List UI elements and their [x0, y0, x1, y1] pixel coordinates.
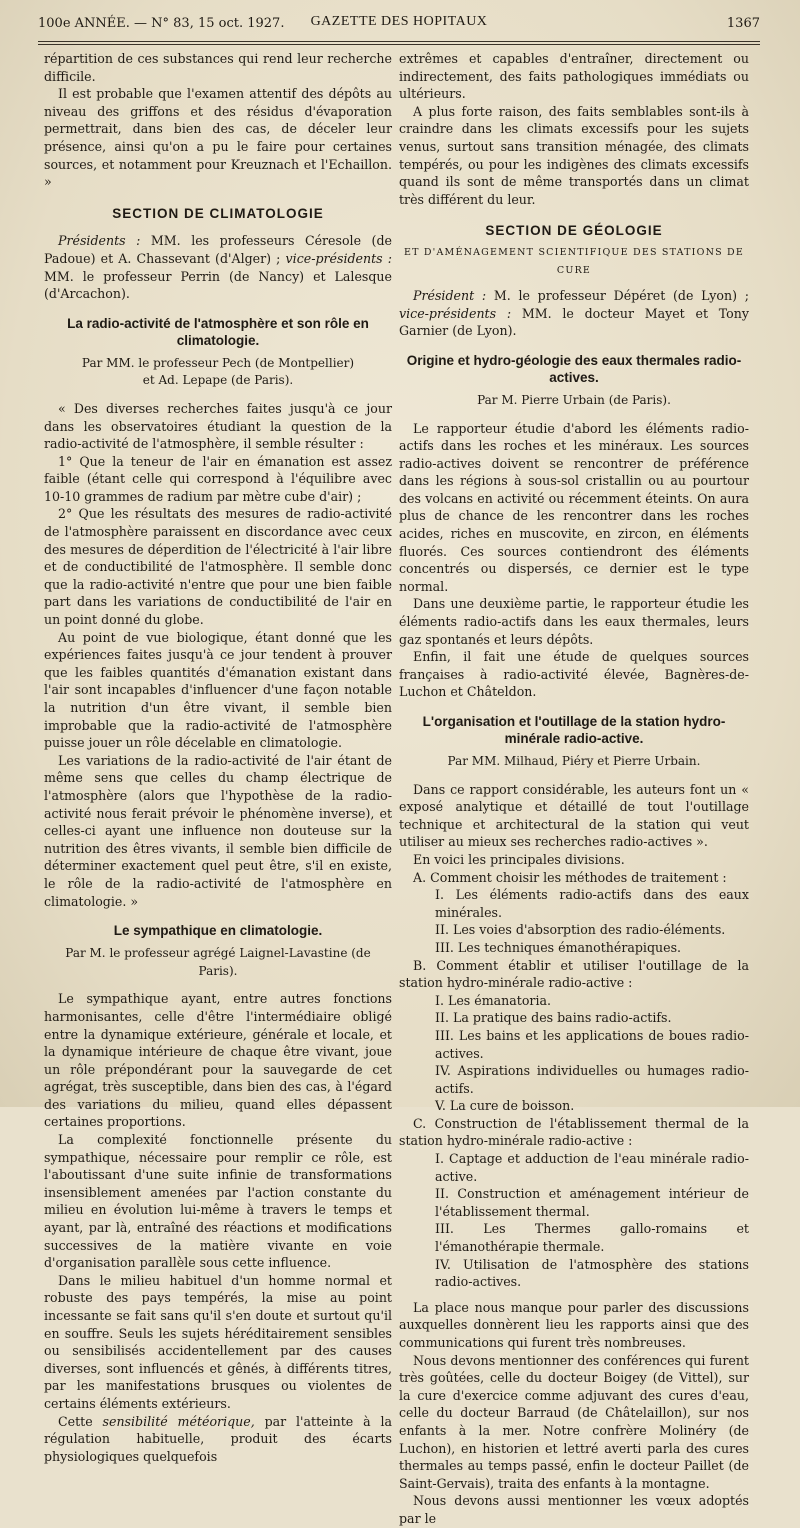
- paragraph: répartition de ces substances qui rend leur recherche difficile.: [44, 51, 392, 84]
- list-item: III. Les bains et les applications de boues radio-actives.: [435, 1027, 749, 1061]
- paragraph: En voici les principales divisions.: [413, 851, 625, 867]
- page-header: [38, 12, 760, 36]
- vice-text: MM. le docteur Mayet et Tony Garnier (de Lyon).: [399, 305, 749, 339]
- paragraph: Les variations de la radio-activité de l'air étant de même sens que celles du champ électrique de l'atmosphère (alors que l'hypothèse de la radio-activité nous ferait prévoir le phénomène inverse), et celles-ci ayant une influence non douteuse sur la nutrition des êtres vivants, il semble bien difficile de déterminer exactement quel peut être, s'il en existe, le rôle de la radio-activité de l'atmosphère en climatologie. »: [44, 752, 392, 909]
- journal-title: GAZETTE DES HOPITAUX: [310, 14, 488, 29]
- paragraph: 2° Que les résultats des mesures de radio-activité de l'atmosphère paraissent en discordance avec ceux des mesures de déperdition de l'électricité à l'air libre et de conductibilité de l'atmosphère. Il semble donc que la radio-activité n'entre que pour une bien faible part dans les variations de conductibilité de l'air en un point donné du globe.: [44, 506, 392, 628]
- vice-label: vice-présidents :: [285, 250, 392, 266]
- header-rule-bottom: [38, 44, 760, 45]
- list-item: III. Les Thermes gallo-romains et l'émanothérapie thermale.: [435, 1221, 749, 1255]
- byline: Par MM. Milhaud, Piéry et Pierre Urbain.: [447, 754, 701, 768]
- presidents: [399, 287, 749, 340]
- list-item: II. Les voies d'absorption des radio-éléments.: [435, 922, 726, 938]
- president-label: Président :: [413, 288, 487, 304]
- list-heading: B. Comment établir et utiliser l'outillage de la station hydro-minérale radio-active :: [399, 957, 749, 991]
- article-title: Le sympathique en climatologie.: [113, 923, 323, 939]
- paragraph: A plus forte raison, des faits semblables sont-ils à craindre dans les climats excessifs pour les sujets venus, surtout sans transition ménagée, des climats tempérés, ou pour les indigènes des climats excessifs quand ils sont de même transportés dans un climat très différent du leur.: [399, 103, 749, 207]
- paragraph: Dans ce rapport considérable, les auteurs font un « exposé analytique et détaillé de tout l'outillage technique et architectural de la station qui veut utiliser au mieux ses recherches radio-actives ».: [399, 781, 749, 850]
- article-title: La radio-activité de l'atmosphère et son rôle en climatologie.: [67, 315, 369, 348]
- article-title: L'organisation et l'outillage de la station hydro-minérale radio-active.: [422, 714, 726, 746]
- paragraph: extrêmes et capables d'entraîner, directement ou indirectement, des faits pathologiques immédiats ou ultérieurs.: [399, 51, 749, 102]
- article-title: Origine et hydro-géologie des eaux thermales radio-actives.: [406, 352, 742, 385]
- section-subtitle: ET D'AMÉNAGEMENT SCIENTIFIQUE DES STATIONS DE CURE: [403, 246, 745, 276]
- header-rule-top: [38, 41, 760, 42]
- list-item: I. Les émanatoria.: [435, 992, 551, 1008]
- byline: Par M. le professeur agrégé Laignel-Lavastine (de Paris).: [65, 946, 371, 978]
- paragraph: Le sympathique ayant, entre autres fonctions harmonisantes, celle d'être l'intermédiaire obligé entre la dynamique extérieure, générale et locale, et la dynamique intérieure de chaque être vivant, joue un rôle prépondérant pour la sauvegarde de cet agrégat, très susceptible, dans bien des cas, à l'égard des variations du milieu, quand elles dépassent certaines proportions.: [44, 991, 392, 1130]
- right-column: [399, 50, 749, 1528]
- paragraph: Au point de vue biologique, étant donné que les expériences faites jusqu'à ce jour tendent à prouver que les faibles quantités d'émanation existant dans l'air sont incapables d'influencer d'une façon notable la nutrition d'un être vivant, il semble bien improbable que la radio-activité de l'atmosphère puisse jouer un rôle décelable en climatologie.: [44, 629, 392, 751]
- paragraph: La complexité fonctionnelle présente du sympathique, nécessaire pour remplir ce rôle, est l'aboutissant d'une suite infinie de transformations insensiblement amenées par l'action constante du milieu en évolution lui-même à travers le temps et ayant, par là, entraîné des réactions et modifications successives de la matière vivante en voie d'organisation parallèle sous cette influence.: [44, 1132, 392, 1271]
- paragraph: La place nous manque pour parler des discussions auxquelles donnèrent lieu les rapports ainsi que des communications qui furent très nombreuses.: [399, 1299, 749, 1350]
- list-heading: A. Comment choisir les méthodes de traitement :: [413, 869, 727, 885]
- list-item: V. La cure de boisson.: [435, 1098, 575, 1114]
- page-number: 1367: [726, 16, 760, 31]
- paragraph-rest: par l'atteinte à la régulation habituelle, produit des écarts physiologiques quelquefois: [44, 1413, 392, 1464]
- byline: Par MM. le professeur Pech (de Montpellier): [81, 355, 355, 370]
- list-item: II. Construction et aménagement intérieur de l'établissement thermal.: [435, 1186, 749, 1219]
- paragraph: Le rapporteur étudie d'abord les éléments radio-actifs dans les roches et les minéraux. Les sources radio-actives doivent se rencontrer de préférence dans les régions à sous-sol cristallin ou au pourtour des volcans en activité ou récemment éteints. On aura plus de chance de les rencontrer dans les roches acides, riches en muscovite, en zircon, en éléments fluorés. Ces sources contiendront des éléments concentrés ou dispersés, ce dernier est le type normal.: [399, 420, 749, 594]
- paragraph: « Des diverses recherches faites jusqu'à ce jour dans les observatoires étudiant la question de la radio-activité de l'atmosphère, il semble résulter :: [44, 400, 392, 452]
- section-title: SECTION DE CLIMATOLOGIE: [112, 205, 324, 221]
- presidents-label: Présidents :: [58, 233, 141, 249]
- paragraph: Nous devons aussi mentionner les vœux adoptés par le: [399, 1493, 749, 1526]
- paragraph: Nous devons mentionner des conférences qui furent très goûtées, celle du docteur Boigey (de Vittel), sur la cure d'exercice comme adjuvant des cures d'eau, celle du docteur Barraud (de Châtelaillon), sur nos enfants à la mer. Notre confrère Molinéry (de Luchon), en historien et lettré averti parla des cures thermales au temps passé, enfin le docteur Paillet (de Saint-Gervais), traita des enfants à la montagne.: [399, 1352, 749, 1491]
- vice-label: vice-présidents :: [399, 305, 512, 321]
- emphasis: sensibilité météorique,: [102, 1413, 255, 1429]
- list-item: I. Les éléments radio-actifs dans des eaux minérales.: [435, 887, 749, 920]
- paragraph: Il est probable que l'examen attentif des dépôts au niveau des griffons et des résidus d'évaporation permettrait, dans bien des cas, de déceler leur présence, ainsi qu'on a pu le faire pour certaines sources, et notamment pour Kreuznach et l'Echaillon. »: [44, 86, 392, 190]
- paragraph: Dans une deuxième partie, le rapporteur étudie les éléments radio-actifs dans les eaux thermales, leurs gaz spontanés et leurs dépôts.: [399, 596, 749, 647]
- paragraph: [44, 1413, 392, 1466]
- paragraph: Dans le milieu habituel d'un homme normal et robuste des pays tempérés, la mise au point incessante se fait sans qu'il s'en doute et surtout qu'il en souffre. Seuls les sujets héréditairement sensibles ou sensibilisés accidentellement par des causes diverses, sont influencés et gênés, à différents titres, par les manifestations brusques ou violentes de certains éléments extérieurs.: [44, 1272, 392, 1411]
- list-item: II. La pratique des bains radio-actifs.: [435, 1010, 672, 1026]
- byline: Par M. Pierre Urbain (de Paris).: [477, 392, 671, 407]
- byline: et Ad. Lepape (de Paris).: [142, 373, 294, 388]
- issue-info: 100e ANNÉE. — N° 83, 15 oct. 1927.: [38, 16, 285, 31]
- paragraph: 1° Que la teneur de l'air en émanation est assez faible (étant celle qui correspond à l'équilibre avec 10-10 grammes de radium par mètre cube d'air) ;: [44, 453, 392, 504]
- president-text: M. le professeur Dépéret (de Lyon) ;: [493, 288, 749, 304]
- paragraph: Enfin, il fait une étude de quelques sources françaises à radio-activité élevée, Bagnères-de-Luchon et Châteldon.: [399, 649, 749, 700]
- spacer: [399, 1291, 749, 1299]
- list-heading: C. Construction de l'établissement thermal de la station hydro-minérale radio-active :: [399, 1115, 749, 1149]
- list-item: IV. Aspirations individuelles ou humages radio-actifs.: [435, 1063, 749, 1096]
- presidents: [44, 232, 392, 302]
- list-item: IV. Utilisation de l'atmosphère des stations radio-actives.: [435, 1256, 749, 1290]
- paragraph-start: Cette: [58, 1413, 93, 1429]
- presidents-text: MM. les professeurs Céresole (de Padoue) et A. Chassevant (d'Alger) ;: [44, 233, 392, 266]
- vice-text: MM. le professeur Perrin (de Nancy) et Lalesque (d'Arcachon).: [44, 268, 392, 302]
- list-item: I. Captage et adduction de l'eau minérale radio-active.: [435, 1151, 749, 1184]
- section-title: SECTION DE GÉOLOGIE: [485, 223, 663, 239]
- list-item: III. Les techniques émanothérapiques.: [435, 939, 682, 955]
- left-column: [44, 50, 392, 1465]
